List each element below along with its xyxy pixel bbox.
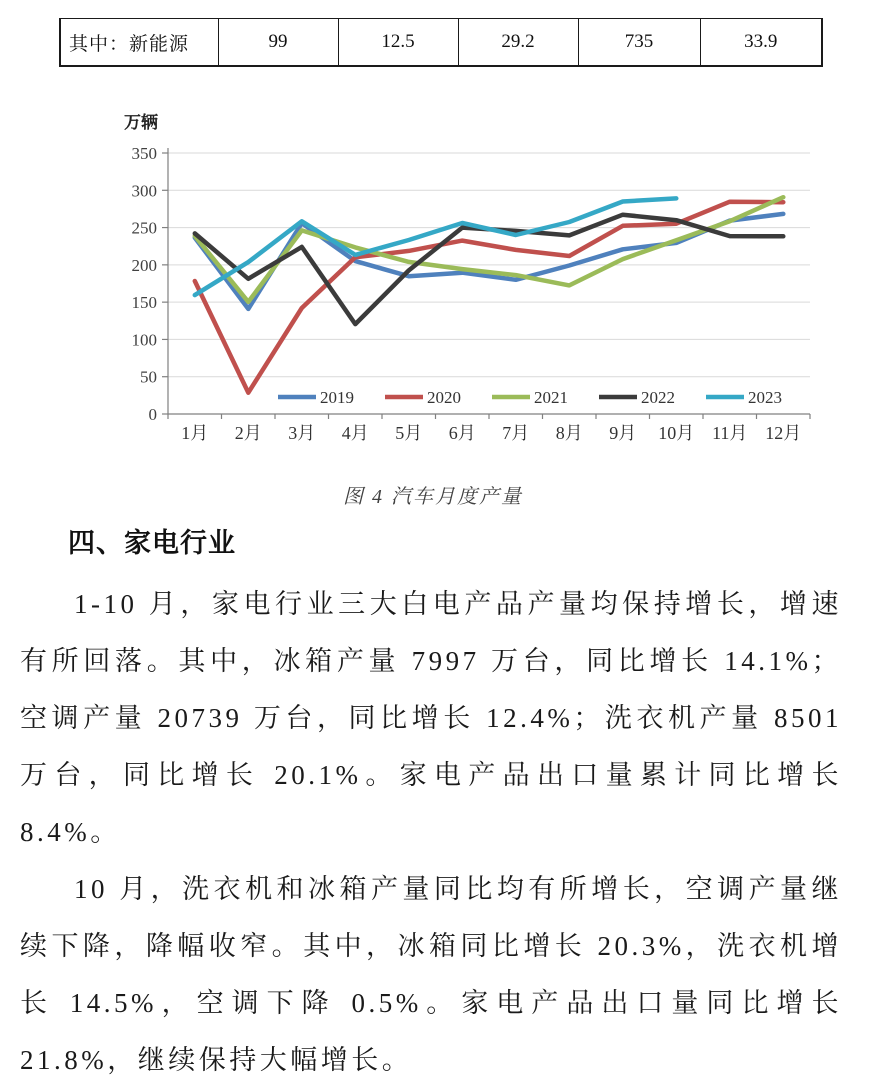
nev-subtable-row xyxy=(59,18,823,67)
figure-caption: 图 4 汽车月度产量 xyxy=(343,486,523,508)
value-cell: 33.9 xyxy=(700,19,822,67)
x-tick-label: 9月 xyxy=(609,423,637,443)
legend-label-2022: 2022 xyxy=(641,388,675,407)
value-cell: 99 xyxy=(218,19,338,67)
y-axis-unit-label: 万辆 xyxy=(124,113,158,132)
x-tick-label: 11月 xyxy=(712,423,748,443)
y-tick-label: 50 xyxy=(140,367,157,387)
x-tick-label: 2月 xyxy=(234,423,262,443)
paragraph-1: 1-10 月，家电行业三大白电产品产量均保持增长，增速有所回落。其中，冰箱产量 7997 万台，同比增长 14.1%；空调产量 20739 万台，同比增长 12.4%；洗衣机产量 8501 万台，同比增长 20.1%。家电产品出口量累计同比增长 8.4%。 xyxy=(20,589,842,847)
x-tick-label: 4月 xyxy=(341,423,369,443)
y-tick-label: 0 xyxy=(148,405,157,424)
paragraph-2: 10 月，洗衣机和冰箱产量同比均有所增长，空调产量继续下降，降幅收窄。其中，冰箱同比增长 20.3%，洗衣机增长 14.5%，空调下降 0.5%。家电产品出口量同比增长 21.8%，继续保持大幅增长。 xyxy=(20,874,842,1075)
value-cell: 12.5 xyxy=(338,19,458,67)
x-tick-label: 6月 xyxy=(448,423,476,443)
x-tick-label: 12月 xyxy=(765,423,802,443)
x-tick-label: 3月 xyxy=(288,423,316,443)
x-tick-label: 8月 xyxy=(555,423,583,443)
x-tick-label: 5月 xyxy=(395,423,423,443)
legend-label-2021: 2021 xyxy=(534,388,568,407)
y-tick-label: 150 xyxy=(131,293,157,313)
x-tick-label: 1月 xyxy=(181,423,209,443)
section-body xyxy=(20,576,842,1089)
value-cell: 735 xyxy=(578,19,700,67)
y-tick-label: 200 xyxy=(131,255,157,275)
x-tick-label: 10月 xyxy=(658,423,695,443)
y-tick-label: 300 xyxy=(131,181,157,201)
value-cell: 29.2 xyxy=(458,19,578,67)
y-tick-label: 250 xyxy=(131,218,157,238)
y-tick-label: 350 xyxy=(131,144,157,163)
section-heading: 四、家电行业 xyxy=(68,528,236,558)
row-label-cell: 其中：新能源 xyxy=(60,19,218,67)
auto-monthly-production-chart xyxy=(110,106,826,458)
legend-label-2020: 2020 xyxy=(427,388,461,407)
legend-label-2023: 2023 xyxy=(748,388,782,407)
y-tick-label: 100 xyxy=(131,330,157,350)
x-tick-label: 7月 xyxy=(502,423,530,443)
legend-label-2019: 2019 xyxy=(320,388,354,407)
table-row xyxy=(60,19,822,67)
